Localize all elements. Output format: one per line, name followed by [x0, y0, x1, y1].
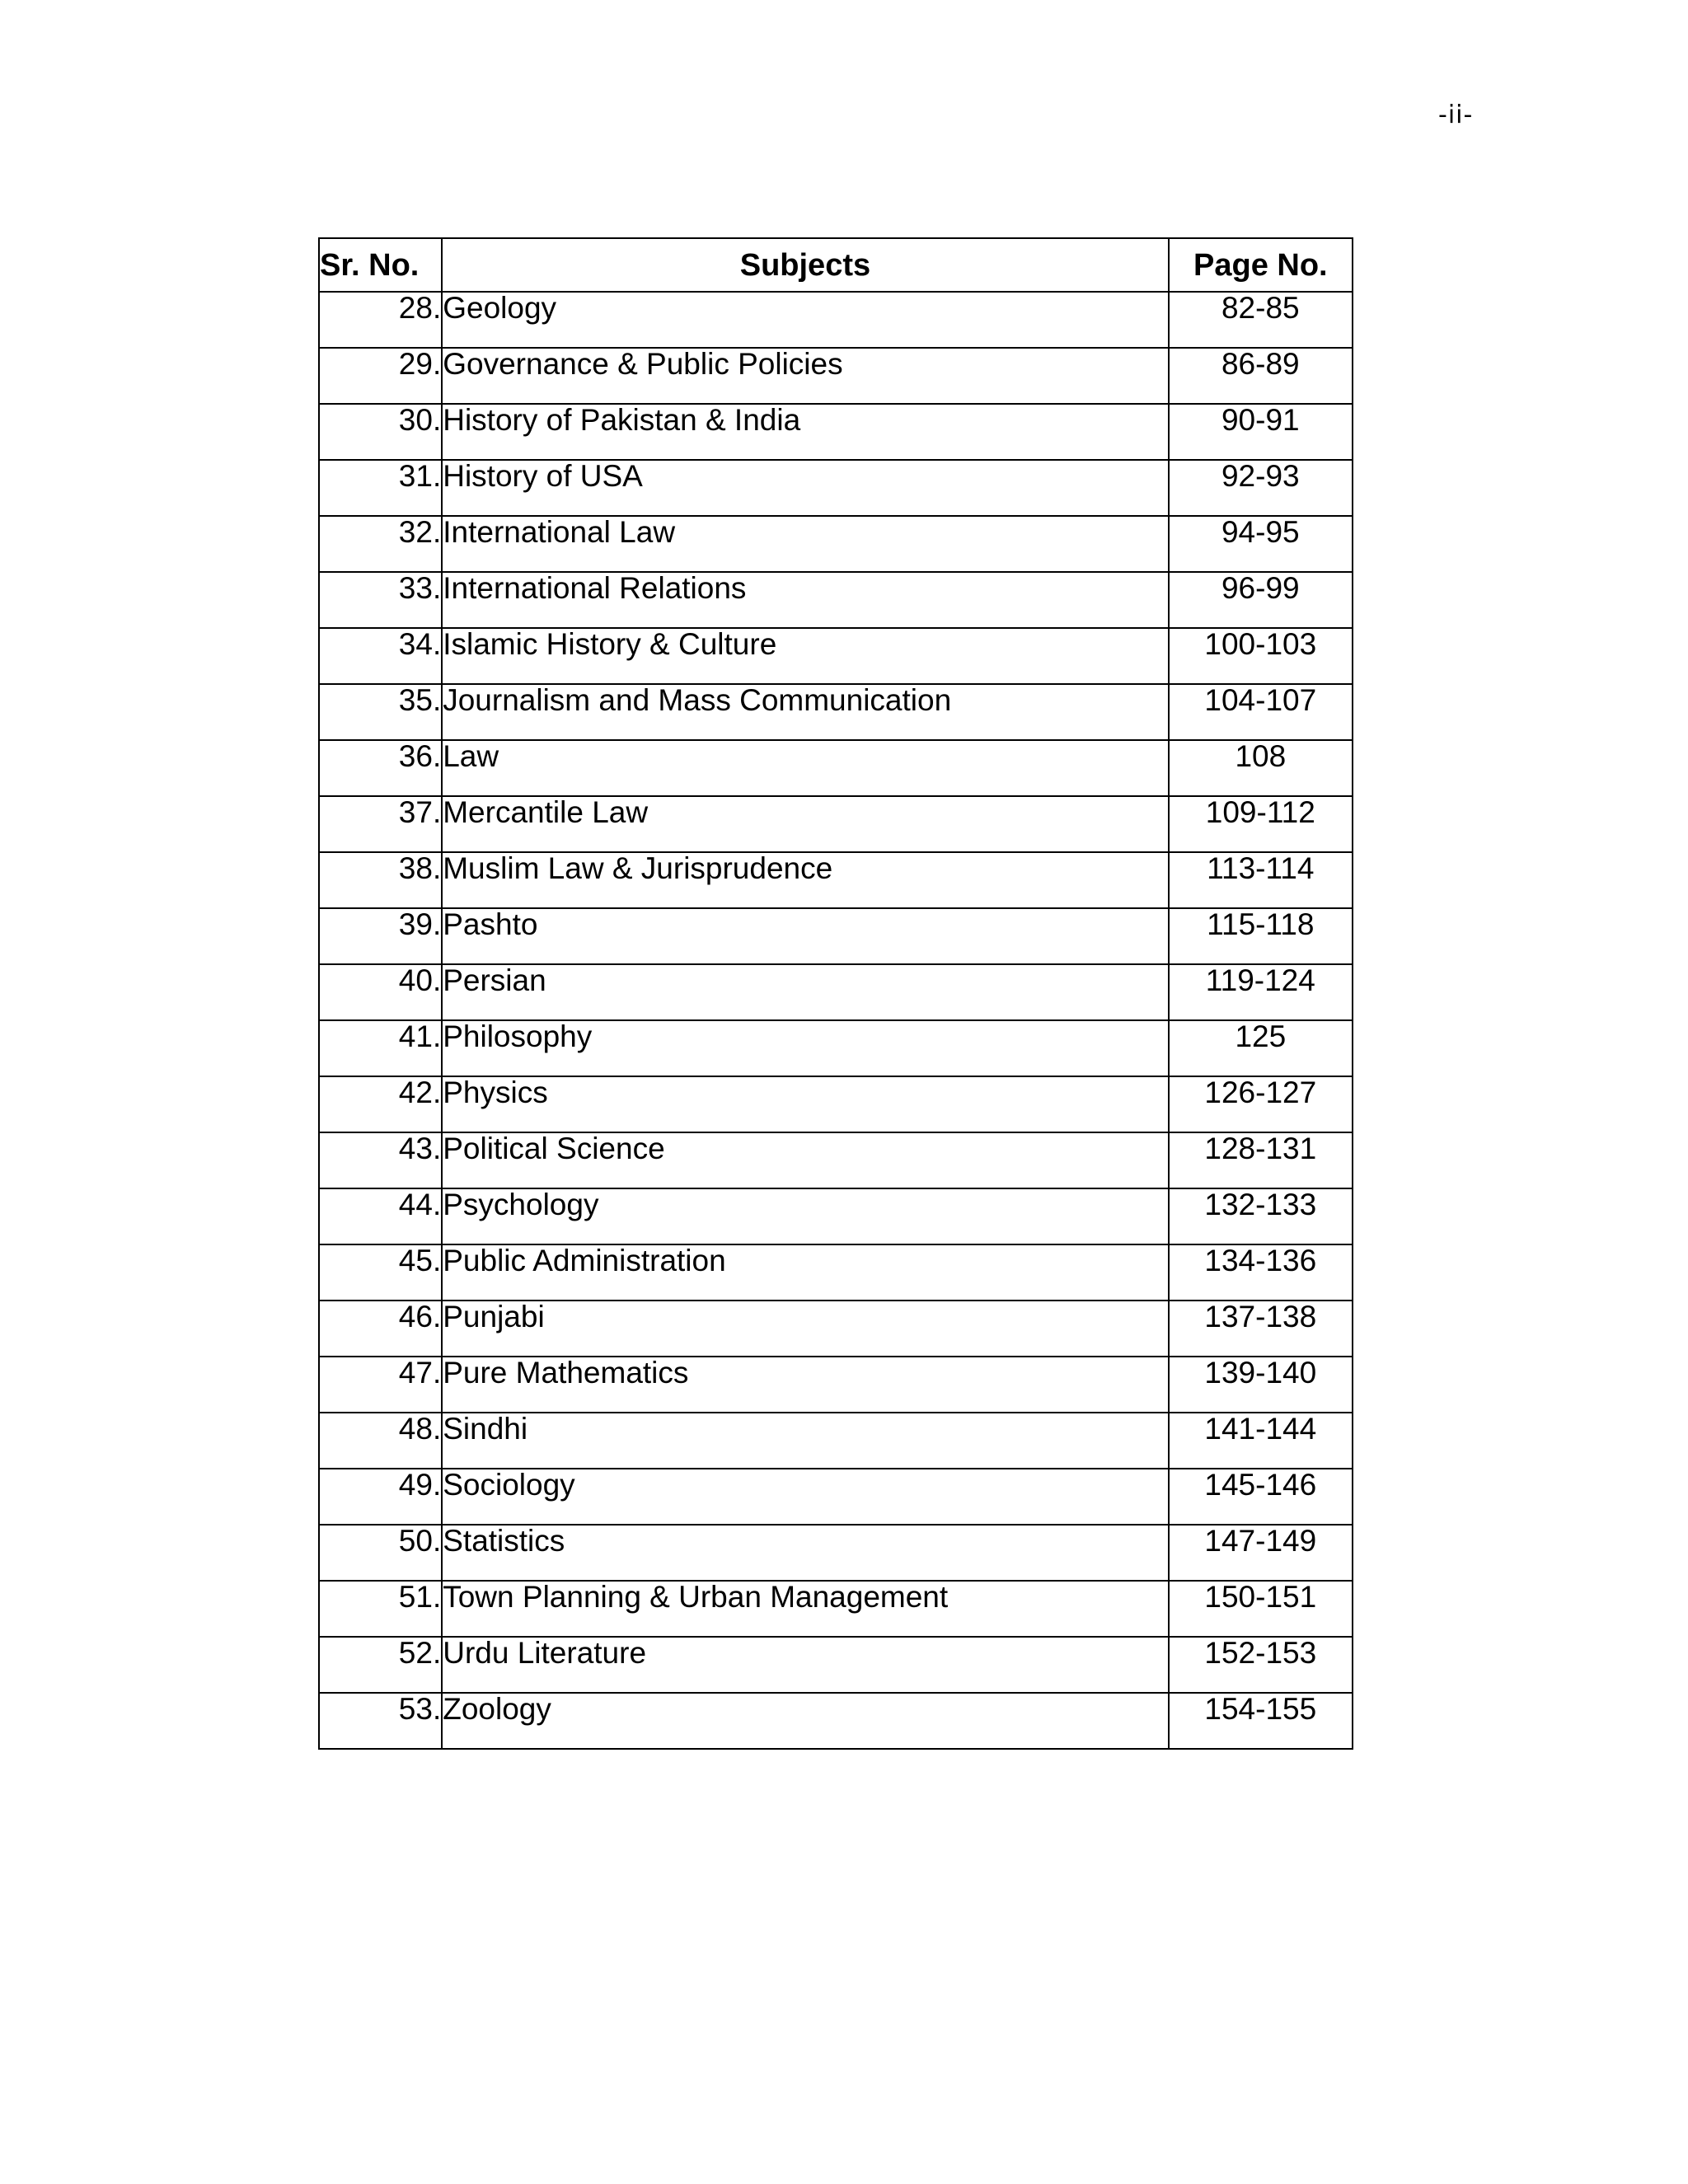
subject-name: Sindhi: [442, 1413, 1168, 1469]
subject-name: Public Administration: [442, 1244, 1168, 1301]
table-row: [319, 1413, 1353, 1469]
page-range: 154-155: [1169, 1693, 1353, 1749]
subject-name: Islamic History & Culture: [442, 628, 1168, 684]
page-range: 134-136: [1169, 1244, 1353, 1301]
subject-name: Philosophy: [442, 1020, 1168, 1076]
table-row: [319, 1244, 1353, 1301]
page-range: 115-118: [1169, 908, 1353, 964]
header-page-no: Page No.: [1169, 238, 1353, 292]
table-row: [319, 740, 1353, 796]
page-range: 152-153: [1169, 1637, 1353, 1693]
page-range: 104-107: [1169, 684, 1353, 740]
subject-name: Town Planning & Urban Management: [442, 1581, 1168, 1637]
subject-name: Geology: [442, 292, 1168, 348]
sr-number: 44.: [319, 1188, 442, 1244]
sr-number: 50.: [319, 1525, 442, 1581]
sr-number: 47.: [319, 1357, 442, 1413]
sr-number: 52.: [319, 1637, 442, 1693]
sr-number: 32.: [319, 516, 442, 572]
table-row: [319, 1020, 1353, 1076]
subject-name: Statistics: [442, 1525, 1168, 1581]
table-row: [319, 628, 1353, 684]
subject-name: Muslim Law & Jurisprudence: [442, 852, 1168, 908]
table-row: [319, 1188, 1353, 1244]
page-range: 141-144: [1169, 1413, 1353, 1469]
table-row: [319, 852, 1353, 908]
table-row: [319, 1581, 1353, 1637]
sr-number: 40.: [319, 964, 442, 1020]
sr-number: 37.: [319, 796, 442, 852]
table-header-row: [319, 238, 1353, 292]
sr-number: 31.: [319, 460, 442, 516]
page-range: 82-85: [1169, 292, 1353, 348]
page-range: 96-99: [1169, 572, 1353, 628]
sr-number: 38.: [319, 852, 442, 908]
sr-number: 49.: [319, 1469, 442, 1525]
page-range: 119-124: [1169, 964, 1353, 1020]
page-range: 145-146: [1169, 1469, 1353, 1525]
table-row: [319, 1301, 1353, 1357]
page-range: 147-149: [1169, 1525, 1353, 1581]
page-range: 86-89: [1169, 348, 1353, 404]
table-row: [319, 516, 1353, 572]
subject-name: Journalism and Mass Communication: [442, 684, 1168, 740]
subject-name: Law: [442, 740, 1168, 796]
table-row: [319, 1693, 1353, 1749]
page-range: 94-95: [1169, 516, 1353, 572]
sr-number: 33.: [319, 572, 442, 628]
subject-name: History of USA: [442, 460, 1168, 516]
subject-name: International Law: [442, 516, 1168, 572]
subject-name: Physics: [442, 1076, 1168, 1132]
table-row: [319, 292, 1353, 348]
table-row: [319, 1357, 1353, 1413]
table-row: [319, 1525, 1353, 1581]
sr-number: 41.: [319, 1020, 442, 1076]
subject-name: Mercantile Law: [442, 796, 1168, 852]
contents-table: [318, 237, 1353, 1750]
table-row: [319, 460, 1353, 516]
table-row: [319, 572, 1353, 628]
page-range: 113-114: [1169, 852, 1353, 908]
subject-name: History of Pakistan & India: [442, 404, 1168, 460]
subject-name: Governance & Public Policies: [442, 348, 1168, 404]
sr-number: 39.: [319, 908, 442, 964]
page-range: 128-131: [1169, 1132, 1353, 1188]
page-range: 92-93: [1169, 460, 1353, 516]
subject-name: International Relations: [442, 572, 1168, 628]
sr-number: 53.: [319, 1693, 442, 1749]
table-row: [319, 404, 1353, 460]
subject-name: Psychology: [442, 1188, 1168, 1244]
table-row: [319, 908, 1353, 964]
header-subjects: Subjects: [442, 238, 1168, 292]
table-row: [319, 348, 1353, 404]
subject-name: Urdu Literature: [442, 1637, 1168, 1693]
subject-name: Pashto: [442, 908, 1168, 964]
table-row: [319, 1637, 1353, 1693]
subject-name: Pure Mathematics: [442, 1357, 1168, 1413]
page-number: -ii-: [1438, 101, 1474, 129]
sr-number: 48.: [319, 1413, 442, 1469]
sr-number: 29.: [319, 348, 442, 404]
table-row: [319, 796, 1353, 852]
page-range: 150-151: [1169, 1581, 1353, 1637]
table-row: [319, 684, 1353, 740]
page-range: 108: [1169, 740, 1353, 796]
sr-number: 51.: [319, 1581, 442, 1637]
sr-number: 35.: [319, 684, 442, 740]
page-range: 100-103: [1169, 628, 1353, 684]
page-range: 109-112: [1169, 796, 1353, 852]
subject-name: Zoology: [442, 1693, 1168, 1749]
page-range: 139-140: [1169, 1357, 1353, 1413]
subject-name: Political Science: [442, 1132, 1168, 1188]
page-range: 126-127: [1169, 1076, 1353, 1132]
subject-name: Punjabi: [442, 1301, 1168, 1357]
page-range: 137-138: [1169, 1301, 1353, 1357]
table-row: [319, 1076, 1353, 1132]
page-range: 132-133: [1169, 1188, 1353, 1244]
sr-number: 30.: [319, 404, 442, 460]
sr-number: 45.: [319, 1244, 442, 1301]
page-range: 90-91: [1169, 404, 1353, 460]
table-row: [319, 1469, 1353, 1525]
subject-name: Sociology: [442, 1469, 1168, 1525]
sr-number: 34.: [319, 628, 442, 684]
sr-number: 43.: [319, 1132, 442, 1188]
table-row: [319, 1132, 1353, 1188]
header-sr-no: Sr. No.: [319, 238, 442, 292]
table-row: [319, 964, 1353, 1020]
subject-name: Persian: [442, 964, 1168, 1020]
sr-number: 42.: [319, 1076, 442, 1132]
sr-number: 46.: [319, 1301, 442, 1357]
sr-number: 28.: [319, 292, 442, 348]
sr-number: 36.: [319, 740, 442, 796]
page-range: 125: [1169, 1020, 1353, 1076]
